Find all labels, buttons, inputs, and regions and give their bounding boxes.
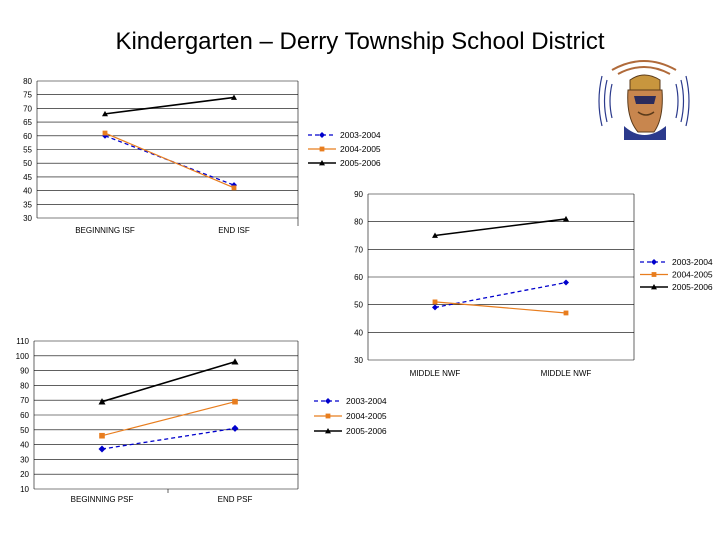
chart-1-data-point-2004-2005 <box>232 185 237 190</box>
chart-1-legend-label: 2005-2006 <box>340 158 381 168</box>
chart-1-y-tick-label: 35 <box>23 200 32 210</box>
chart-2-y-tick-label: 70 <box>354 245 363 255</box>
chart-1-data-point-2004-2005 <box>103 131 108 136</box>
chart-3-x-tick-label: END PSF <box>217 495 253 504</box>
chart-2-legend-label: 2003-2004 <box>672 257 713 267</box>
chart-3-y-tick-label: 40 <box>20 440 29 450</box>
chart-2-y-tick-label: 80 <box>354 217 363 227</box>
spartan-helmet-logo-icon <box>594 56 694 146</box>
chart-1-legend-marker <box>319 132 325 138</box>
chart-3-legend-label: 2003-2004 <box>346 396 387 406</box>
chart-2-data-point-2004-2005 <box>564 311 569 316</box>
chart-2-y-tick-label: 90 <box>354 190 363 199</box>
chart-1-y-tick-label: 45 <box>23 172 32 182</box>
chart-3-y-tick-label: 60 <box>20 411 29 420</box>
logo-graphic <box>594 56 694 146</box>
chart-3-y-tick-label: 20 <box>20 470 29 480</box>
page-title: Kindergarten – Derry Township School District <box>115 28 605 55</box>
chart-1-legend-label: 2003-2004 <box>340 130 381 140</box>
chart-1-series-line-2004-2005 <box>105 133 234 188</box>
chart-1-y-tick-label: 40 <box>23 186 32 196</box>
chart-1-series-line-2005-2006 <box>105 97 234 113</box>
chart-2-y-tick-label: 50 <box>354 300 363 310</box>
chart-1-y-tick-label: 55 <box>23 145 32 155</box>
chart-3-y-tick-label: 100 <box>15 351 29 361</box>
chart-1-y-tick-label: 70 <box>23 104 32 114</box>
chart-2-data-point-2003-2004 <box>563 280 569 286</box>
chart-3-data-point-2003-2004 <box>99 446 106 453</box>
chart-3-legend-marker <box>326 414 331 419</box>
chart-3-y-tick-label: 80 <box>20 381 29 391</box>
chart-1-y-tick-label: 30 <box>23 214 32 223</box>
chart-3-data-point-2004-2005 <box>99 433 105 439</box>
chart-2-x-tick-label: MIDDLE NWF <box>409 369 461 378</box>
chart-2-y-tick-label: 30 <box>354 356 363 365</box>
chart-2-y-tick-label: 60 <box>354 273 363 282</box>
chart-3-y-tick-label: 10 <box>20 485 29 494</box>
chart-1-y-tick-label: 75 <box>23 90 32 100</box>
chart-1-x-tick-label: END ISF <box>218 226 250 235</box>
chart-1-y-tick-label: 50 <box>23 159 32 169</box>
chart-1-y-tick-label: 60 <box>23 131 32 141</box>
chart-3-y-tick-label: 90 <box>20 366 29 376</box>
chart-3-legend-label: 2004-2005 <box>346 411 387 421</box>
chart-1-legend-label: 2004-2005 <box>340 144 381 154</box>
chart-3-y-tick-label: 50 <box>20 425 29 435</box>
chart-1-y-tick-label: 65 <box>23 118 32 128</box>
chart-3-data-point-2003-2004 <box>232 425 239 432</box>
chart-2-legend-marker <box>652 272 657 277</box>
chart-3-series-line-2003-2004 <box>102 428 235 449</box>
chart-2-legend-marker <box>651 259 657 265</box>
chart-1-legend-marker <box>320 147 325 152</box>
chart-3-legend-label: 2005-2006 <box>346 426 387 436</box>
chart-3-y-tick-label: 70 <box>20 396 29 406</box>
chart-3-data-point-2005-2006 <box>232 358 239 364</box>
chart-1-x-tick-label: BEGINNING ISF <box>75 226 135 235</box>
chart-3-x-tick-label: BEGINNING PSF <box>70 495 134 504</box>
chart-1-y-tick-label: 80 <box>23 77 32 86</box>
chart-3-y-tick-label: 30 <box>20 455 29 465</box>
chart-3-series-line-2005-2006 <box>102 362 235 402</box>
chart-3-y-tick-label: 110 <box>16 337 29 346</box>
chart-3-series-line-2004-2005 <box>102 402 235 436</box>
chart-2-series-line-2004-2005 <box>435 302 566 313</box>
chart-2-legend-label: 2005-2006 <box>672 282 713 292</box>
chart-2-y-tick-label: 40 <box>354 328 363 338</box>
chart-3-legend-marker <box>325 398 331 404</box>
chart-2-legend-label: 2004-2005 <box>672 269 713 280</box>
chart-2-data-point-2004-2005 <box>433 300 438 305</box>
chart-2-x-tick-label: MIDDLE NWF <box>540 369 592 378</box>
chart-3-data-point-2004-2005 <box>232 399 238 405</box>
chart-2-data-point-2003-2004 <box>432 304 438 310</box>
